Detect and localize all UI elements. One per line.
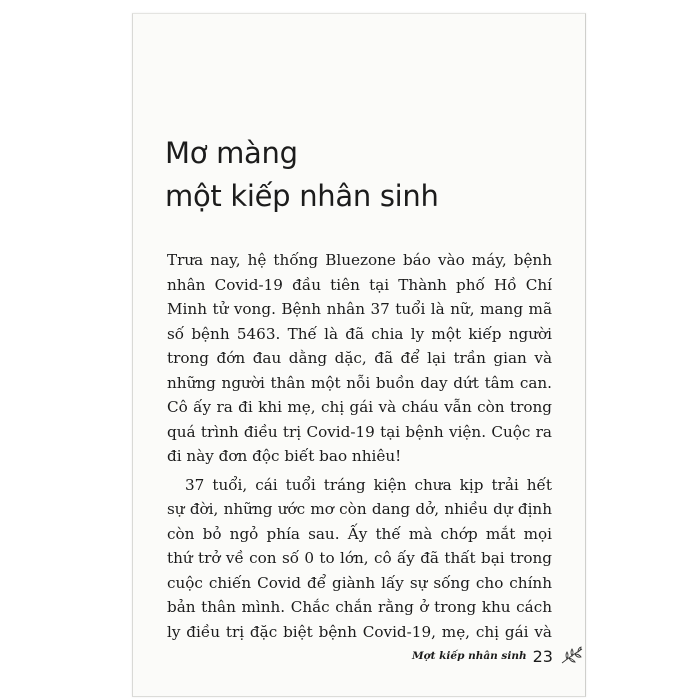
text-line: đi này đơn độc biết bao nhiêu! [167,447,402,465]
body-text [167,248,552,644]
text-line: Trưa nay, hệ thống Bluezone báo vào máy, bệnh [167,251,552,269]
running-title: Mợt kiếp nhân sinh [412,650,527,662]
text-line: 37 tuổi, cái tuổi tráng kiện chưa kịp trải hết [185,475,552,494]
page-number: 23 [532,646,553,666]
text-line: sự đời, những ước mơ còn dang dở, nhiều dự định [167,500,552,518]
text-line: những người thân một nỗi buồn day dứt tâm can. [167,373,552,392]
text-line: quá trình điều trị Covid-19 tại bệnh viện. Cuộc ra [167,422,552,441]
leaf-sprig-icon [559,646,585,666]
text-line: nhân Covid-19 đầu tiên tại Thành phố Hồ Chí [167,275,552,294]
text-line: số bệnh 5463. Thế là đã chia ly một kiếp người [167,324,552,343]
text-line: bản thân mình. Chắc chắn rằng ở trong khu cách [167,598,552,616]
chapter-title [165,132,439,218]
text-line: Minh tử vong. Bệnh nhân 37 tuổi là nữ, mang mã [167,300,552,318]
paragraph-2 [167,473,552,645]
text-line: còn bỏ ngỏ phía sau. Ấy thế mà chớp mắt mọi [167,524,552,543]
paragraph-1 [167,248,552,469]
chapter-title-line-2: một kiếp nhân sinh [165,179,439,213]
text-line: thứ trở về con số 0 to lớn, cô ấy đã thất bại trong [167,549,552,567]
text-line: trong đớn đau dằng dặc, đã để lại trần gian và [167,349,552,367]
text-line: cuộc chiến Covid để giành lấy sự sống cho chính [167,573,552,592]
chapter-title-line-1: Mơ màng [165,136,298,170]
page-footer [412,646,585,666]
text-line: ly điều trị đặc biệt bệnh Covid-19, mẹ, chị gái và [167,622,552,641]
text-line: Cô ấy ra đi khi mẹ, chị gái và cháu vẫn còn trong [167,398,552,416]
